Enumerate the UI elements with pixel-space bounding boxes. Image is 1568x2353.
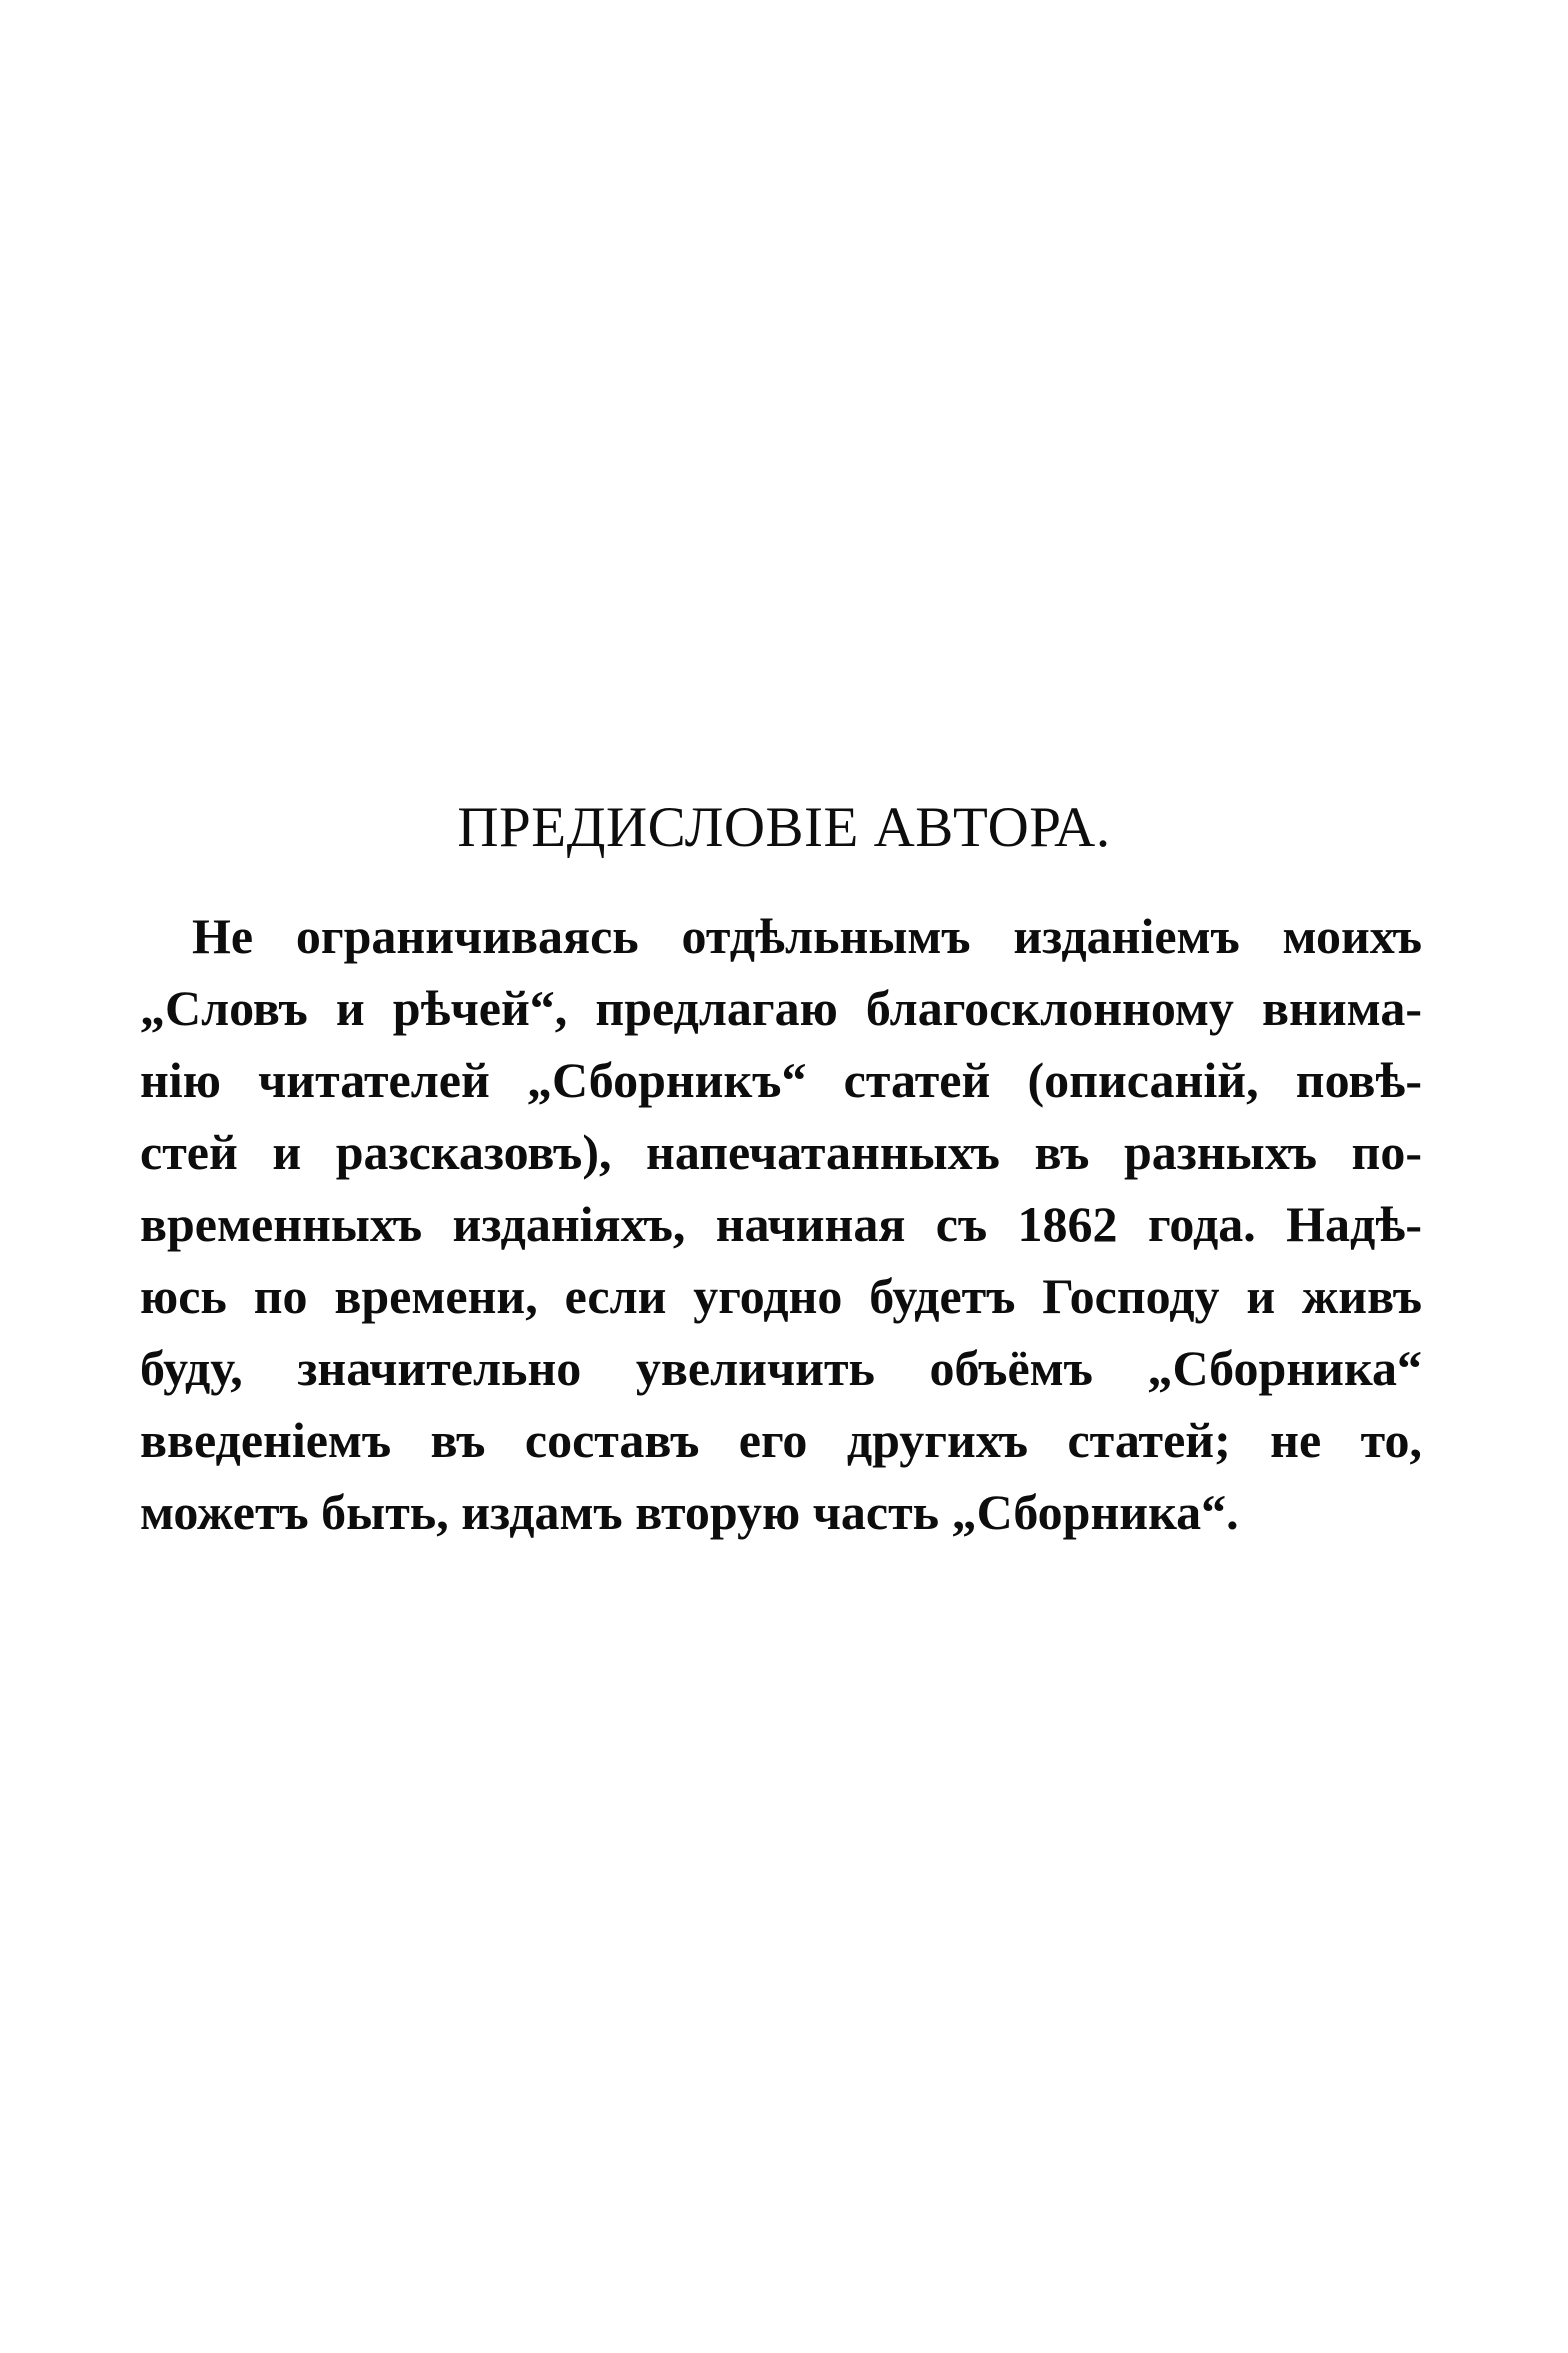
preface-paragraph bbox=[140, 900, 1422, 1548]
paragraph-line: Не ограничиваясь отдѣльнымъ изданіемъ моихъ bbox=[192, 908, 1422, 964]
paragraph-line: „Словъ и рѣчей“, предлагаю благосклонному внима- bbox=[140, 980, 1422, 1036]
paragraph-line: буду, значительно увеличить объёмъ „Сборника“ bbox=[140, 1340, 1422, 1396]
paragraph-line: введеніемъ въ составъ его другихъ статей; не то, bbox=[140, 1412, 1422, 1468]
paragraph-line: временныхъ изданіяхъ, начиная съ 1862 года. Надѣ- bbox=[140, 1196, 1422, 1252]
paragraph-line: можетъ быть, издамъ вторую часть „Сборника“. bbox=[140, 1484, 1239, 1540]
page-title: ПРЕДИСЛОВІЕ АВТОРА. bbox=[457, 796, 1111, 859]
paragraph-line: стей и разсказовъ), напечатанныхъ въ разныхъ по- bbox=[140, 1124, 1422, 1180]
paragraph-line: юсь по времени, если угодно будетъ Господу и живъ bbox=[140, 1268, 1422, 1324]
paragraph-line: нію читателей „Сборникъ“ статей (описаній, повѣ- bbox=[140, 1052, 1422, 1108]
